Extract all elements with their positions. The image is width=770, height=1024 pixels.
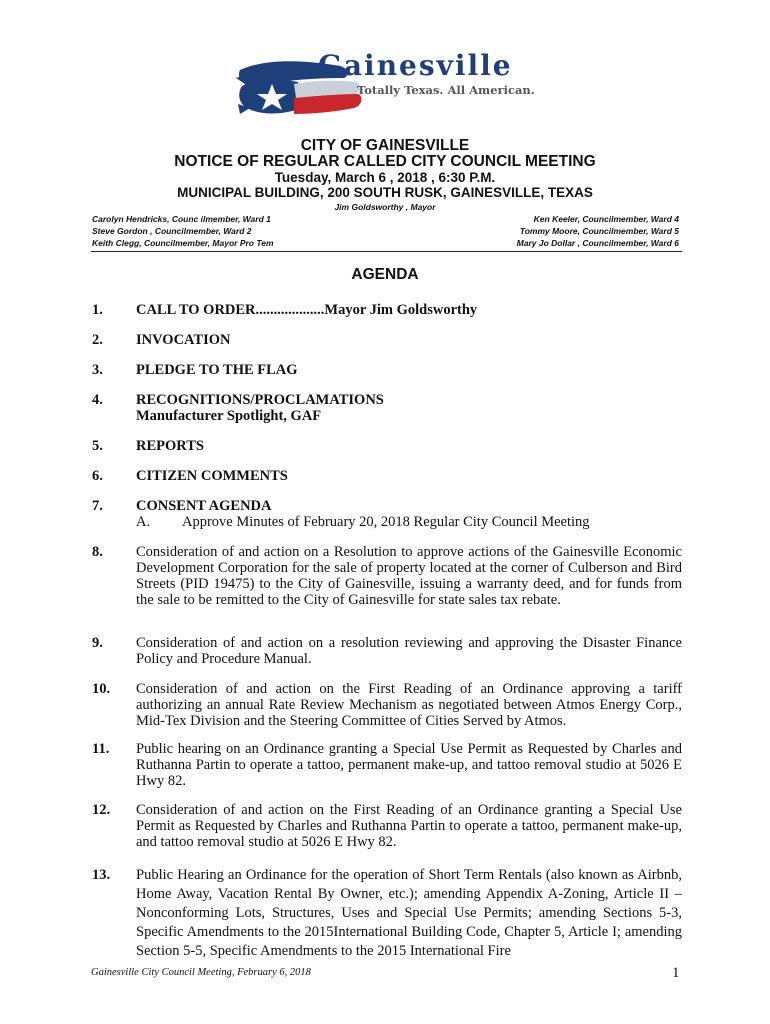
agenda-item-7a: A. Approve Minutes of February 20, 2018 Regular City Council Meeting — [136, 514, 590, 530]
council-right-2: Tommy Moore, Councilmember, Ward 5 — [519, 226, 679, 236]
meeting-date: Tuesday, March 6 , 2018 , 6:30 P.M. — [274, 170, 496, 185]
agenda-item-4-sub: Manufacturer Spotlight, GAF — [136, 408, 322, 424]
city-title: CITY OF GAINESVILLE — [300, 137, 470, 154]
council-right-1: Ken Keeler, Councilmember, Ward 4 — [533, 214, 679, 224]
meeting-location: MUNICIPAL BUILDING, 200 SOUTH RUSK, GAINESVILLE, TEXAS — [177, 185, 593, 200]
logo-tagline: Totally Texas. All American. — [357, 83, 535, 97]
notice-title: NOTICE OF REGULAR CALLED CITY COUNCIL MEETING — [174, 153, 596, 170]
council-left-2: Steve Gordon , Councilmember, Ward 2 — [92, 226, 252, 236]
header-rule — [91, 251, 682, 252]
council-left-1: Carolyn Hendricks, Counc ilmember, Ward 1 — [92, 214, 271, 224]
council-right-3: Mary Jo Dollar , Councilmember, Ward 6 — [516, 238, 679, 248]
council-left-3: Keith Clegg, Councilmember, Mayor Pro Tem — [92, 238, 274, 248]
page-footer: Gainesville City Council Meeting, February 6, 2018 — [91, 967, 311, 978]
logo-name: Gainesville — [318, 49, 513, 82]
mayor-name: Jim Goldsworthy , Mayor — [334, 202, 436, 212]
agenda-title: AGENDA — [351, 266, 419, 283]
page-number: 1 — [672, 965, 680, 981]
